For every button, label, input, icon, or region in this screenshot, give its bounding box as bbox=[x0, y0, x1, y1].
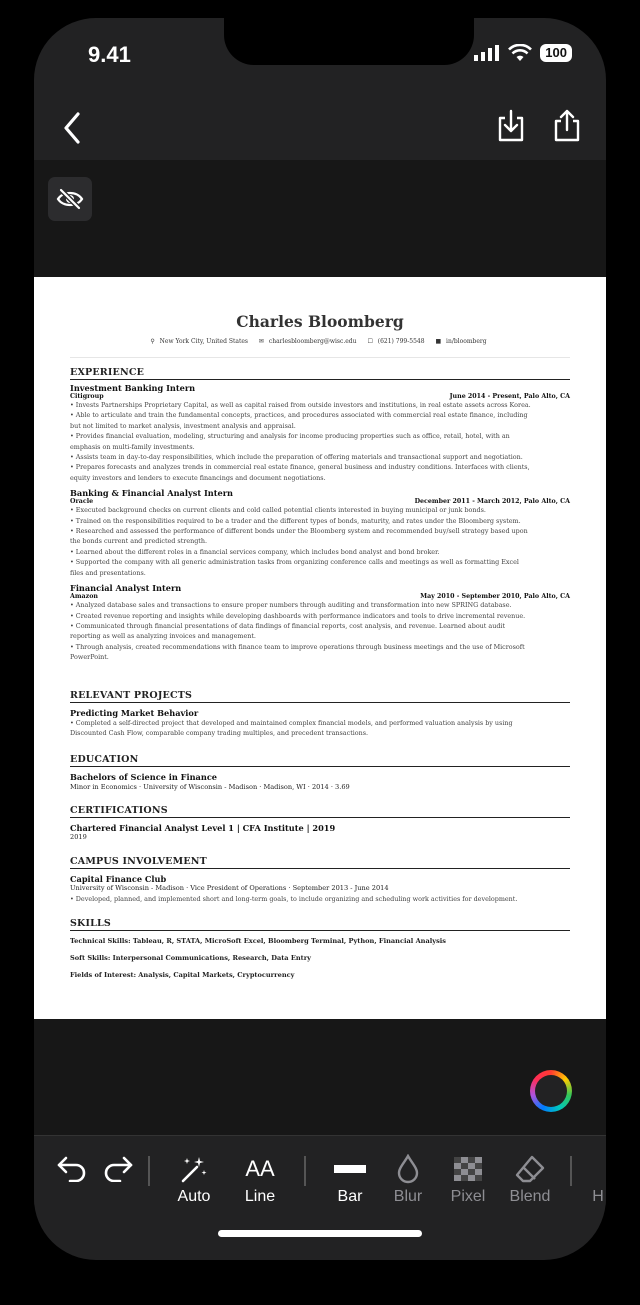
project-line: • Completed a self-directed project that developed and maintained complex financial models, and performed valuation analysis by using bbox=[70, 719, 513, 727]
job-title: Investment Banking Intern bbox=[70, 383, 196, 393]
redo-button[interactable] bbox=[100, 1150, 136, 1186]
phone-item: ☐ (621) 799-5548 bbox=[367, 338, 425, 345]
soft-skills: Soft Skills: Interpersonal Communications, Research, Data Entry bbox=[70, 954, 312, 962]
job-line: files and presentations. bbox=[70, 568, 146, 577]
redo-icon bbox=[102, 1154, 134, 1182]
droplet-icon bbox=[396, 1154, 420, 1184]
toolbar-divider bbox=[148, 1156, 150, 1186]
magic-wand-icon bbox=[179, 1154, 209, 1184]
job-entry bbox=[70, 383, 570, 483]
job-line: • Analyzed database sales and transactions to ensure proper numbers through auditing and transformation into new SPRING database. bbox=[70, 601, 512, 610]
resume-document[interactable] bbox=[34, 277, 606, 1019]
tool-label: Line bbox=[244, 1188, 276, 1205]
back-button[interactable] bbox=[56, 108, 88, 148]
location-item: ⚲ New York City, United States bbox=[150, 338, 248, 345]
tool-label: Blend bbox=[509, 1188, 551, 1205]
job-line: • Supported the company with all generic administration tasks from organizing conference calls and meetings as well as formatting Excel bbox=[70, 558, 519, 567]
status-icons bbox=[474, 44, 572, 62]
toggle-redaction-visibility-button[interactable] bbox=[48, 177, 92, 221]
club-title: Capital Finance Club bbox=[70, 874, 167, 884]
job-dates: December 2011 - March 2012, Palo Alto, CA bbox=[414, 498, 570, 506]
projects-section bbox=[70, 690, 570, 739]
certifications-section bbox=[70, 805, 570, 841]
job-company: Oracle bbox=[70, 498, 94, 506]
email-item: ✉ charlesbloomberg@wisc.edu bbox=[258, 338, 357, 345]
skills-section bbox=[70, 918, 570, 979]
text-size-icon: AA bbox=[245, 1156, 275, 1181]
undo-icon bbox=[56, 1154, 88, 1182]
tool-label: Pixel bbox=[450, 1188, 486, 1205]
job-line: • Learned about the different roles in a financial services company, which includes bond analyst and bond broker. bbox=[70, 547, 440, 556]
tool-blur[interactable] bbox=[382, 1154, 434, 1206]
job-line: reporting as well as analyzing invoices and management. bbox=[70, 632, 256, 641]
toolbar-divider bbox=[304, 1156, 306, 1186]
resume-contact bbox=[34, 338, 606, 345]
status-time: 9.41 bbox=[88, 42, 131, 67]
section-heading: RELEVANT PROJECTS bbox=[70, 690, 570, 703]
technical-skills: Technical Skills: Tableau, R, STATA, MicroSoft Excel, Bloomberg Terminal, Python, Financial Analysis bbox=[70, 937, 447, 945]
job-line: • Assists team in day-to-day responsibilities, which include the preparation of offering materials and transactional support and negotiation. bbox=[70, 453, 523, 462]
share-icon bbox=[552, 109, 582, 143]
education-detail: Minor in Economics · University of Wisconsin - Madison · Madison, WI · 2014 · 3.69 bbox=[70, 783, 350, 791]
project-line: Discounted Cash Flow, comparable company trading multiples, and precedent transactions. bbox=[70, 729, 369, 738]
job-line: • Trained on the responsibilities required to be a trader and the different types of bonds, maturity, and rates under the Bloomberg system. bbox=[70, 516, 521, 525]
job-line: • Provides financial evaluation, modeling, structuring and analysis for income producing properties such as office, retail, hotel, with an bbox=[70, 432, 510, 441]
color-picker-button[interactable] bbox=[530, 1070, 572, 1112]
job-company: Amazon bbox=[70, 593, 98, 601]
experience-section bbox=[70, 367, 570, 663]
project-title: Predicting Market Behavior bbox=[70, 708, 199, 718]
job-line: • Created revenue reporting and insights while developing dashboards with performance indicators and tools to drive incremental revenue. bbox=[70, 611, 526, 620]
job-line: • Able to articulate and train the fundamental concepts, practices, and procedures associated with commercial real estate finance, including bbox=[70, 411, 528, 420]
tool-bar[interactable] bbox=[324, 1154, 376, 1206]
job-dates: May 2010 - September 2010, Palo Alto, CA bbox=[420, 593, 570, 601]
save-to-device-icon bbox=[496, 109, 526, 143]
job-line: but not limited to market analysis, investment analysis and appraisal. bbox=[70, 421, 296, 430]
certification-year: 2019 bbox=[70, 833, 87, 841]
job-meta bbox=[70, 393, 570, 400]
eraser-icon bbox=[515, 1155, 545, 1183]
section-heading: EDUCATION bbox=[70, 754, 570, 767]
bar-icon bbox=[334, 1164, 366, 1174]
job-line: • Through analysis, created recommendations with finance team to improve operations through business meetings and the use of Microsoft bbox=[70, 642, 525, 651]
job-line: PowerPoint. bbox=[70, 653, 109, 662]
home-indicator[interactable] bbox=[218, 1230, 422, 1237]
toolbar-divider bbox=[570, 1156, 572, 1186]
signal-icon bbox=[474, 45, 500, 61]
hide-eye-icon bbox=[56, 188, 84, 210]
tool-highlight[interactable] bbox=[590, 1154, 606, 1206]
battery-indicator: 100 bbox=[540, 44, 572, 62]
section-heading: CAMPUS INVOLVEMENT bbox=[70, 856, 570, 869]
tool-line[interactable] bbox=[234, 1154, 286, 1206]
tool-label: Auto bbox=[177, 1188, 211, 1205]
job-line: • Invests Partnerships Proprietary Capital, as well as capital raised from outside investors and institutions, in real estate assets across Korea. bbox=[70, 401, 531, 409]
job-meta bbox=[70, 593, 570, 600]
nav-bar bbox=[34, 106, 606, 162]
job-line: • Researched and assessed the performance of different bonds under the Bloomberg system and recommended buy/sell strategy based upon bbox=[70, 527, 528, 536]
phone-screen bbox=[34, 18, 606, 1260]
job-line: the bonds current and predicted strength. bbox=[70, 537, 208, 546]
linkedin-item: ■ in/bloomberg bbox=[435, 338, 487, 345]
club-line: • Developed, planned, and implemented short and long-term goals, to include organizing and scheduling work activities for development. bbox=[70, 894, 518, 903]
section-heading: EXPERIENCE bbox=[70, 367, 570, 380]
job-meta bbox=[70, 498, 570, 505]
tool-label: Bar bbox=[337, 1188, 363, 1205]
job-dates: June 2014 - Present, Palo Alto, CA bbox=[449, 393, 570, 400]
job-title: Banking & Financial Analyst Intern bbox=[70, 488, 233, 499]
job-line: equity investors and lenders to execute financings and document negotiations. bbox=[70, 473, 326, 482]
divider bbox=[70, 357, 570, 358]
share-button[interactable] bbox=[550, 106, 584, 146]
section-heading: SKILLS bbox=[70, 918, 570, 931]
resume-name: Charles Bloomberg bbox=[236, 312, 404, 331]
section-heading: CERTIFICATIONS bbox=[70, 805, 570, 818]
job-title: Financial Analyst Intern bbox=[70, 583, 182, 594]
undo-button[interactable] bbox=[54, 1150, 90, 1186]
job-entry bbox=[70, 583, 570, 662]
job-line: • Executed background checks on current clients and cold called potential clients interested in buying municipal or junk bonds. bbox=[70, 506, 486, 515]
tool-label: Blur bbox=[393, 1188, 423, 1205]
fields-of-interest: Fields of Interest: Analysis, Capital Markets, Cryptocurrency bbox=[70, 971, 295, 979]
job-entry bbox=[70, 488, 570, 578]
club-detail: University of Wisconsin - Madison · Vice President of Operations · September 2013 - June 2014 bbox=[70, 884, 389, 892]
job-line: • Communicated through financial presentations of data findings of financial reports, cost analysis, and revenue. Learned about audit bbox=[70, 621, 506, 630]
tool-auto[interactable] bbox=[168, 1154, 220, 1206]
education-section bbox=[70, 754, 570, 792]
job-line: emphasis on multi-family investments. bbox=[70, 442, 195, 451]
job-company: Citigroup bbox=[70, 393, 104, 400]
bottom-toolbar bbox=[34, 1135, 606, 1206]
save-button[interactable] bbox=[494, 106, 528, 146]
job-line: • Prepares forecasts and analyzes trends in commercial real estate finance, general business and industry conditions. Interfaces with clients, bbox=[70, 463, 530, 472]
campus-section bbox=[70, 856, 570, 904]
wifi-icon bbox=[508, 44, 532, 62]
tool-pixel[interactable] bbox=[440, 1154, 496, 1206]
tool-blend[interactable] bbox=[500, 1154, 560, 1206]
certification-title: Chartered Financial Analyst Level 1 | CFA Institute | 2019 bbox=[70, 823, 336, 833]
pixelate-icon bbox=[454, 1157, 482, 1181]
back-chevron-icon bbox=[62, 112, 82, 144]
tool-label: H bbox=[592, 1188, 604, 1205]
notch bbox=[224, 18, 474, 65]
editor-canvas bbox=[34, 160, 606, 1135]
degree: Bachelors of Science in Finance bbox=[70, 772, 218, 782]
